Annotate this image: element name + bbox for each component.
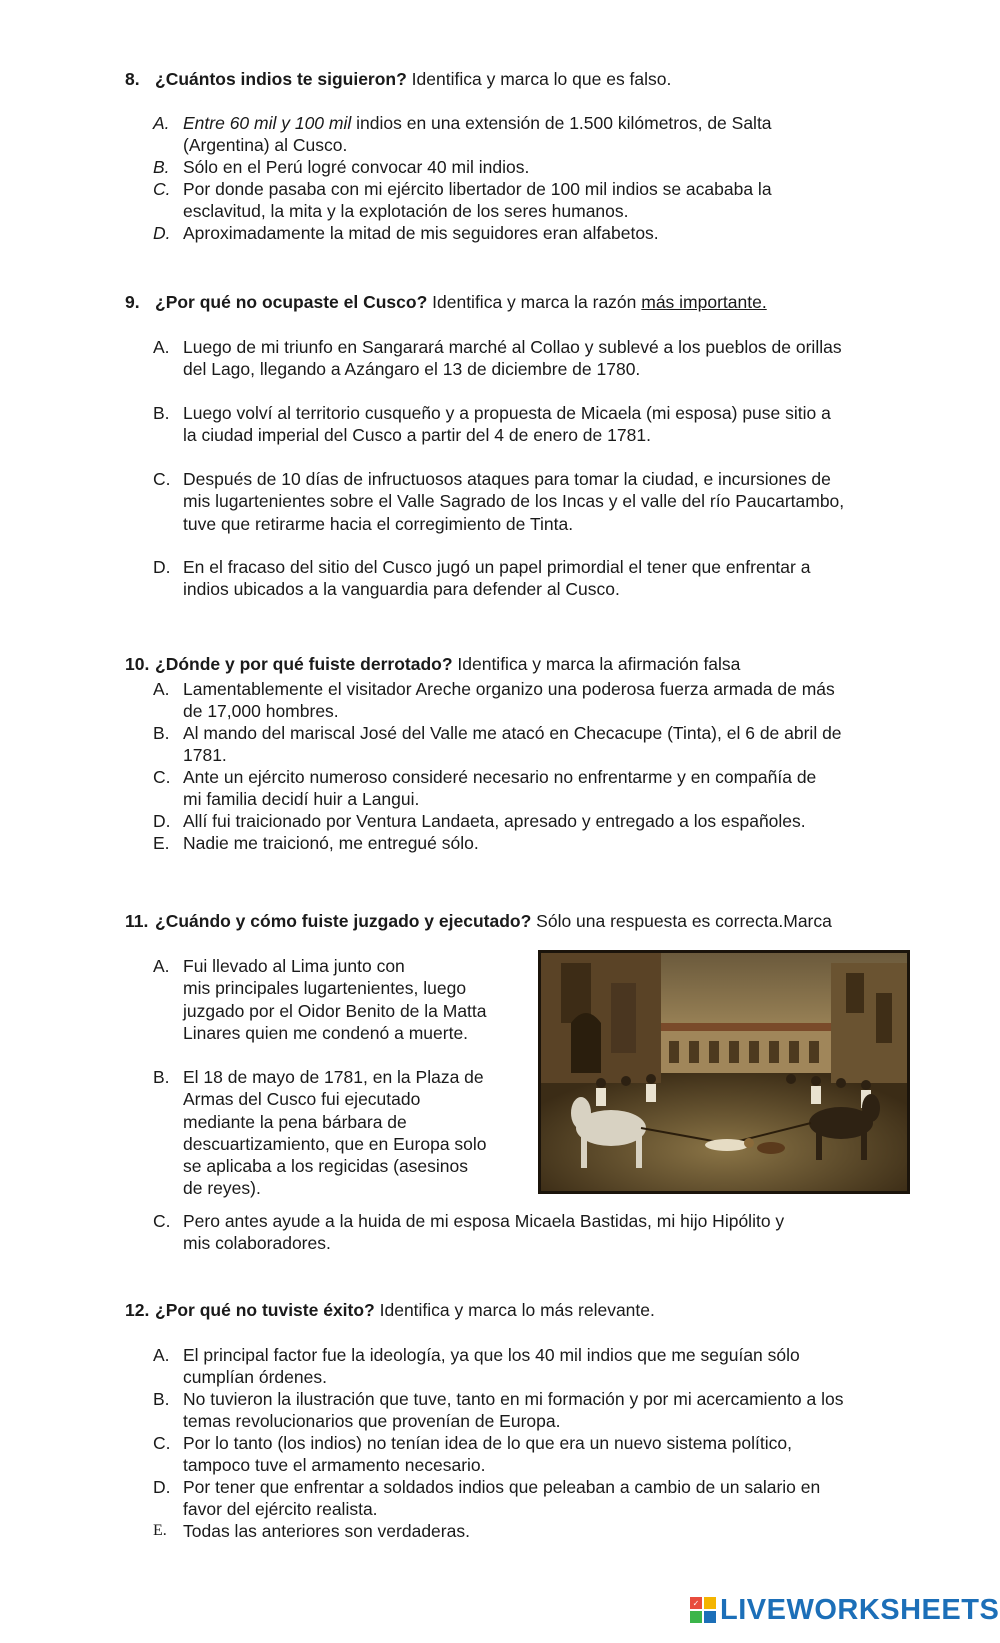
option-letter: E. (153, 833, 170, 853)
option-text: Después de 10 días de infructuosos ataques para tomar la ciudad, e incursiones de (183, 469, 831, 489)
option-text: Luego de mi triunfo en Sangarará marché al Collao y sublevé a los pueblos de orillas (183, 337, 842, 357)
option-italic-text: Entre 60 mil y 100 mil (183, 113, 352, 133)
q8-option-a[interactable] (153, 112, 772, 157)
question-10-title (125, 653, 740, 675)
question-text: ¿Cuántos indios te siguieron? (155, 69, 407, 89)
q8-option-c[interactable] (153, 178, 772, 223)
option-text: temas revolucionarios que provenían de Europa. (183, 1411, 561, 1432)
option-letter: C. (153, 469, 171, 489)
q9-option-a[interactable] (153, 336, 842, 381)
q11-option-c[interactable] (153, 1210, 784, 1255)
question-11-title (125, 910, 832, 932)
liveworksheets-brand-text: LIVEWORKSHEETS (720, 1594, 1000, 1626)
option-text: 1781. (183, 745, 227, 766)
option-letter: A. (153, 1345, 170, 1365)
option-text: Sólo en el Perú logré convocar 40 mil indios. (183, 157, 530, 177)
option-letter: C. (153, 1211, 171, 1231)
option-letter: D. (153, 557, 171, 577)
q10-option-d[interactable] (153, 810, 806, 832)
option-text: Linares quien me condenó a muerte. (183, 1022, 469, 1043)
option-text: Fui llevado al Lima junto con (183, 956, 405, 976)
option-letter: C. (153, 1433, 171, 1453)
q12-option-e[interactable] (153, 1520, 470, 1542)
q8-option-d[interactable] (153, 222, 659, 244)
option-text: Todas las anteriores son verdaderas. (183, 1521, 470, 1541)
liveworksheets-logo-icon (690, 1597, 716, 1623)
question-instruction: Sólo una respuesta es correcta.Marca (531, 911, 832, 931)
question-text: ¿Cuándo y cómo fuiste juzgado y ejecutado? (155, 911, 532, 931)
option-text: cumplían órdenes. (183, 1367, 327, 1388)
option-text: Nadie me traicionó, me entregué sólo. (183, 833, 479, 853)
option-text: de reyes). (183, 1178, 261, 1199)
question-text: ¿Por qué no tuviste éxito? (155, 1300, 375, 1320)
option-text: (Argentina) al Cusco. (183, 135, 348, 156)
option-letter: E. (153, 1522, 167, 1539)
option-text: Al mando del mariscal José del Valle me atacó en Checacupe (Tinta), el 6 de abril de (183, 723, 842, 743)
option-text: Ante un ejército numeroso consideré necesario no enfrentarme y en compañía de (183, 767, 817, 787)
q9-option-b[interactable] (153, 402, 831, 447)
option-letter: B. (153, 723, 170, 743)
option-text: tampoco tuve el armamento necesario. (183, 1455, 486, 1476)
option-letter: D. (153, 223, 171, 243)
question-number: 12. (125, 1300, 150, 1320)
option-text: El 18 de mayo de 1781, en la Plaza de (183, 1067, 484, 1087)
option-text: indios ubicados a la vanguardia para defender al Cusco. (183, 579, 620, 600)
underlined-emphasis: más importante. (641, 292, 767, 312)
q10-option-b[interactable] (153, 722, 842, 767)
option-letter: B. (153, 1067, 170, 1087)
q12-option-c[interactable] (153, 1432, 792, 1477)
option-text: mis principales lugartenientes, luego (183, 978, 467, 999)
question-number: 9. (125, 292, 140, 312)
option-letter: B. (153, 157, 170, 177)
q12-option-a[interactable] (153, 1344, 800, 1389)
question-number: 10. (125, 654, 150, 674)
svg-text:✓: ✓ (692, 1599, 700, 1608)
question-9-title (125, 291, 767, 313)
question-instruction: Identifica y marca la razón (427, 292, 642, 312)
option-text: mediante la pena bárbara de (183, 1111, 407, 1132)
option-text: Pero antes ayude a la huida de mi esposa Micaela Bastidas, mi hijo Hipólito y (183, 1211, 785, 1231)
option-letter: D. (153, 811, 171, 831)
question-8-title (125, 68, 671, 90)
question-number: 8. (125, 69, 140, 89)
option-text: esclavitud, la mita y la explotación de los seres humanos. (183, 201, 629, 222)
q12-option-d[interactable] (153, 1476, 820, 1521)
option-letter: D. (153, 1477, 171, 1497)
option-text: No tuvieron la ilustración que tuve, tanto en mi formación y por mi acercamiento a los (183, 1389, 844, 1409)
q10-option-a[interactable] (153, 678, 835, 723)
option-text: indios en una extensión de 1.500 kilómetros, de Salta (351, 113, 772, 133)
question-text: ¿Dónde y por qué fuiste derrotado? (155, 654, 453, 674)
option-text: Allí fui traicionado por Ventura Landaeta, apresado y entregado a los españoles. (183, 811, 806, 831)
question-12-title (125, 1299, 655, 1321)
q9-option-c[interactable] (153, 468, 844, 535)
option-letter: A. (153, 113, 170, 133)
question-instruction: Identifica y marca la afirmación falsa (452, 654, 741, 674)
option-letter: A. (153, 337, 170, 357)
q12-option-b[interactable] (153, 1388, 843, 1433)
option-text: Lamentablemente el visitador Areche organizo una poderosa fuerza armada de más (183, 679, 835, 699)
option-text: Aproximadamente la mitad de mis seguidores eran alfabetos. (183, 223, 659, 243)
option-letter: C. (153, 179, 171, 199)
option-text: descuartizamiento, que en Europa solo (183, 1133, 487, 1154)
question-instruction: Identifica y marca lo más relevante. (374, 1300, 655, 1320)
q11-option-b[interactable] (153, 1066, 487, 1200)
question-instruction: Identifica y marca lo que es falso. (406, 69, 672, 89)
option-letter: B. (153, 403, 170, 423)
question-text: ¿Por qué no ocupaste el Cusco? (155, 292, 428, 312)
q10-option-e[interactable] (153, 832, 479, 854)
option-text: Por lo tanto (los indios) no tenían idea de lo que era un nuevo sistema político, (183, 1433, 792, 1453)
option-text: juzgado por el Oidor Benito de la Matta (183, 1000, 487, 1021)
option-text: En el fracaso del sitio del Cusco jugó un papel primordial el tener que enfrentar a (183, 557, 811, 577)
option-text: Luego volví al territorio cusqueño y a propuesta de Micaela (mi esposa) puse sitio a (183, 403, 831, 423)
option-text: la ciudad imperial del Cusco a partir del 4 de enero de 1781. (183, 425, 651, 446)
q10-option-c[interactable] (153, 766, 816, 811)
option-letter: C. (153, 767, 171, 787)
option-letter: A. (153, 679, 170, 699)
option-letter: A. (153, 956, 170, 976)
option-letter: B. (153, 1389, 170, 1409)
q9-option-d[interactable] (153, 556, 810, 601)
option-text: del Lago, llegando a Azángaro el 13 de diciembre de 1780. (183, 359, 641, 380)
option-text: tuve que retirarme hacia el corregimiento de Tinta. (183, 513, 574, 534)
option-text: se aplicaba a los regicidas (asesinos (183, 1156, 469, 1177)
option-text: favor del ejército realista. (183, 1499, 378, 1520)
option-text: mis lugartenientes sobre el Valle Sagrado de los Incas y el valle del río Paucartambo, (183, 491, 845, 512)
execution-painting-image (538, 950, 910, 1194)
option-text: Por tener que enfrentar a soldados indios que peleaban a cambio de un salario en (183, 1477, 821, 1497)
option-text: Armas del Cusco fui ejecutado (183, 1089, 421, 1110)
option-text: mis colaboradores. (183, 1233, 331, 1254)
q11-option-a[interactable] (153, 955, 487, 1044)
option-text: El principal factor fue la ideología, ya que los 40 mil indios que me seguían sólo (183, 1345, 800, 1365)
q8-option-b[interactable] (153, 156, 529, 178)
option-text: mi familia decidí huir a Langui. (183, 789, 420, 810)
liveworksheets-footer[interactable] (690, 1593, 1000, 1627)
option-text: de 17,000 hombres. (183, 701, 339, 722)
option-text: Por donde pasaba con mi ejército libertador de 100 mil indios se acababa la (183, 179, 772, 199)
question-number: 11. (125, 911, 149, 931)
